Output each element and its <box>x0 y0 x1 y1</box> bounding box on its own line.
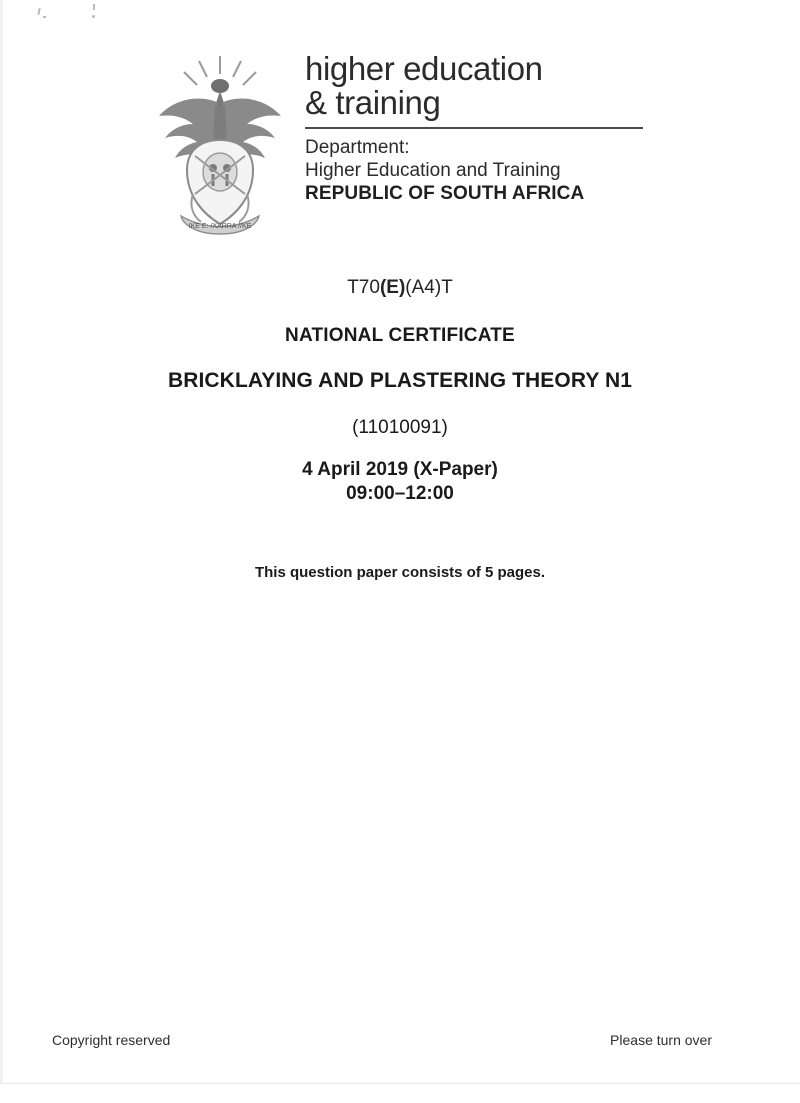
scan-artifact <box>43 16 46 18</box>
header-divider <box>305 127 643 129</box>
department-identity <box>305 44 655 206</box>
paper-code <box>0 277 800 299</box>
scan-artifact <box>37 8 40 15</box>
exam-date: 4 April 2019 (X-Paper) <box>302 459 498 480</box>
paper-code-suffix: (A4)T <box>405 277 453 298</box>
department-label: Department: <box>305 136 410 158</box>
turn-over-note: Please turn over <box>610 1032 712 1048</box>
paper-code-bold: (E) <box>379 277 406 298</box>
svg-text:!KE E: /XARRA //KE: !KE E: /XARRA //KE <box>188 223 252 230</box>
page-count-note: This question paper consists of 5 pages. <box>254 564 546 581</box>
scan-artifact <box>92 15 95 18</box>
department-name: Higher Education and Training <box>305 159 561 181</box>
brand-line-1: higher education <box>305 50 543 87</box>
subject-title: BRICKLAYING AND PLASTERING THEORY N1 <box>167 369 633 392</box>
copyright-note: Copyright reserved <box>52 1032 171 1048</box>
south-africa-coat-of-arms-icon <box>145 44 295 239</box>
country-name: REPUBLIC OF SOUTH AFRICA <box>305 182 585 204</box>
subject-code: (11010091) <box>352 417 448 438</box>
certificate-title: NATIONAL CERTIFICATE <box>285 325 515 346</box>
exam-time: 09:00–12:00 <box>346 483 454 504</box>
scan-artifact <box>93 4 95 10</box>
brand-line-2: & training <box>305 84 441 122</box>
document-header <box>0 44 800 239</box>
page-bottom-edge <box>0 1083 800 1103</box>
paper-code-prefix: T70 <box>347 277 380 298</box>
